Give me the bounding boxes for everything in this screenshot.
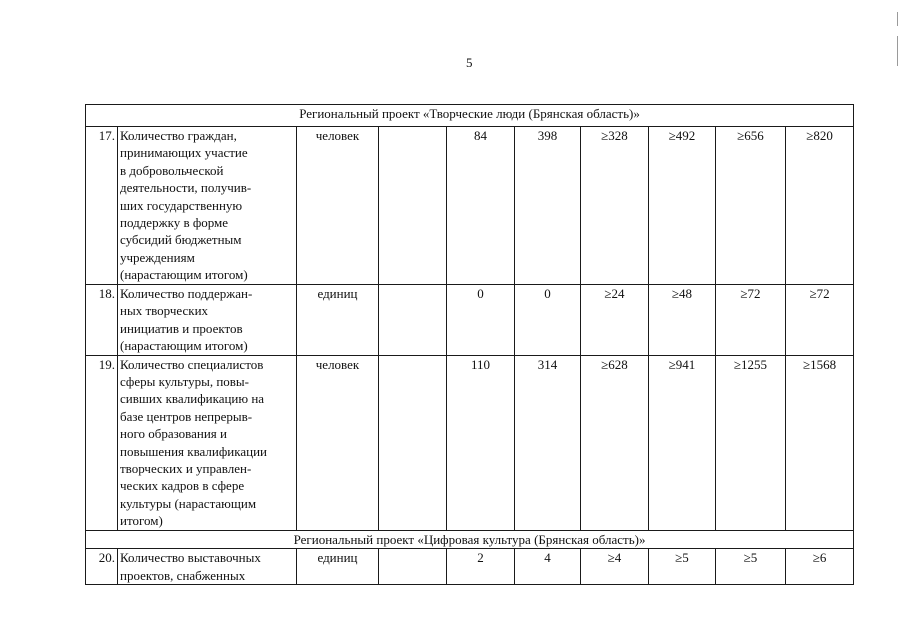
indicator-name: Количество специалистов сферы культуры, повы- сивших квалификацию на базе центров непрерыв- ного образования и повышения квалификации творческих и управлен- ческих кадров в сфере культуры (нарастающим итогом)	[118, 355, 297, 530]
value-cell: 2	[447, 549, 515, 585]
base-value-cell	[379, 355, 447, 530]
value-cell: 0	[447, 285, 515, 356]
value-cell: 4	[515, 549, 581, 585]
row-number: 20.	[86, 549, 118, 585]
value-cell: ≥492	[649, 127, 716, 285]
row-number: 18.	[86, 285, 118, 356]
value-cell: 314	[515, 355, 581, 530]
indicator-name: Количество граждан, принимающих участие в добровольческой деятельности, получив- ших государственную поддержку в форме субсидий бюджетным учреждениям (нарастающим итогом)	[118, 127, 297, 285]
value-cell: ≥5	[716, 549, 786, 585]
scan-artifact	[897, 36, 898, 66]
value-cell: ≥941	[649, 355, 716, 530]
table-row	[86, 355, 854, 530]
value-cell: ≥48	[649, 285, 716, 356]
value-cell: ≥656	[716, 127, 786, 285]
value-cell: ≥4	[581, 549, 649, 585]
indicators-table	[85, 104, 854, 585]
value-cell: ≥72	[786, 285, 854, 356]
value-cell: 110	[447, 355, 515, 530]
indicator-name: Количество поддержан- ных творческих инициатив и проектов (нарастающим итогом)	[118, 285, 297, 356]
unit-cell: человек	[297, 127, 379, 285]
table-row	[86, 127, 854, 285]
value-cell: 84	[447, 127, 515, 285]
page-number: 5	[466, 55, 473, 70]
section-row	[86, 105, 854, 127]
table-row	[86, 285, 854, 356]
unit-cell: единиц	[297, 549, 379, 585]
base-value-cell	[379, 285, 447, 356]
row-number: 17.	[86, 127, 118, 285]
value-cell: ≥1255	[716, 355, 786, 530]
value-cell: ≥328	[581, 127, 649, 285]
section-row	[86, 530, 854, 548]
value-cell: ≥6	[786, 549, 854, 585]
scan-artifact	[897, 12, 898, 26]
unit-cell: единиц	[297, 285, 379, 356]
section-title: Региональный проект «Цифровая культура (Брянская область)»	[86, 530, 854, 548]
indicator-name: Количество выставочных проектов, снабженных	[118, 549, 297, 585]
value-cell: ≥1568	[786, 355, 854, 530]
base-value-cell	[379, 127, 447, 285]
table-row	[86, 549, 854, 585]
base-value-cell	[379, 549, 447, 585]
value-cell: 0	[515, 285, 581, 356]
row-number: 19.	[86, 355, 118, 530]
value-cell: ≥820	[786, 127, 854, 285]
value-cell: 398	[515, 127, 581, 285]
unit-cell: человек	[297, 355, 379, 530]
value-cell: ≥5	[649, 549, 716, 585]
value-cell: ≥628	[581, 355, 649, 530]
section-title: Региональный проект «Творческие люди (Брянская область)»	[86, 105, 854, 127]
value-cell: ≥24	[581, 285, 649, 356]
value-cell: ≥72	[716, 285, 786, 356]
